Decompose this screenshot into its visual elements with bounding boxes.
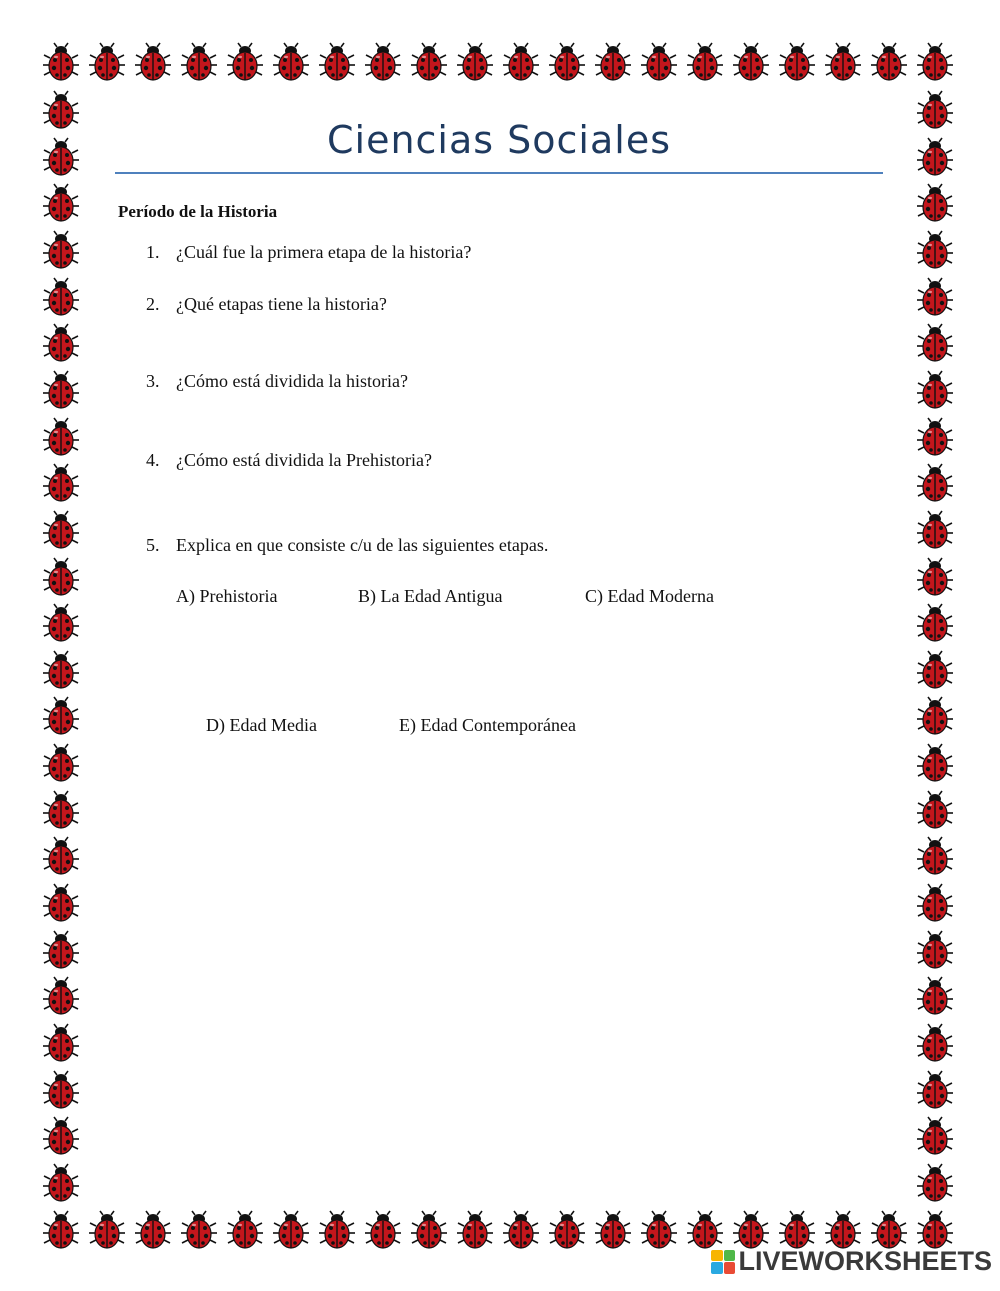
brand-text: LIVEWORKSHEETS bbox=[738, 1246, 992, 1276]
ladybug-icon bbox=[43, 42, 79, 82]
ladybug-icon bbox=[549, 42, 585, 82]
liveworksheets-logo bbox=[711, 1246, 992, 1277]
ladybug-icon bbox=[871, 1210, 907, 1250]
question-text: ¿Cómo está dividida la Prehistoria? bbox=[176, 450, 432, 470]
brand-mark-icon bbox=[711, 1250, 735, 1274]
ladybug-icon bbox=[43, 510, 79, 550]
ladybug-icon bbox=[43, 930, 79, 970]
ladybug-icon bbox=[89, 1210, 125, 1250]
ladybug-icon bbox=[641, 42, 677, 82]
question-text: Explica en que consiste c/u de las siguientes etapas. bbox=[176, 535, 549, 555]
brand-square bbox=[711, 1262, 723, 1274]
ladybug-icon bbox=[641, 1210, 677, 1250]
ladybug-icon bbox=[917, 230, 953, 270]
ladybug-icon bbox=[917, 557, 953, 597]
ladybug-icon bbox=[595, 1210, 631, 1250]
ladybug-icon bbox=[549, 1210, 585, 1250]
ladybug-icon bbox=[917, 370, 953, 410]
ladybug-icon bbox=[43, 650, 79, 690]
ladybug-icon bbox=[595, 42, 631, 82]
ladybug-icon bbox=[457, 42, 493, 82]
ladybug-icon bbox=[365, 1210, 401, 1250]
ladybug-icon bbox=[917, 1116, 953, 1156]
ladybug-icon bbox=[43, 277, 79, 317]
question-5 bbox=[146, 535, 548, 556]
ladybug-icon bbox=[273, 42, 309, 82]
ladybug-icon bbox=[503, 1210, 539, 1250]
ladybug-icon bbox=[43, 230, 79, 270]
option-e: E) Edad Contemporánea bbox=[399, 715, 576, 735]
question-1 bbox=[146, 242, 471, 263]
ladybug-icon bbox=[227, 42, 263, 82]
ladybug-icon bbox=[319, 42, 355, 82]
ladybug-icon bbox=[43, 557, 79, 597]
question-text: ¿Cuál fue la primera etapa de la historia? bbox=[176, 242, 472, 262]
ladybug-icon bbox=[43, 90, 79, 130]
ladybug-icon bbox=[917, 1023, 953, 1063]
ladybug-icon bbox=[43, 603, 79, 643]
ladybug-icon bbox=[687, 1210, 723, 1250]
option-b: B) La Edad Antigua bbox=[358, 586, 503, 606]
ladybug-icon bbox=[733, 1210, 769, 1250]
ladybug-icon bbox=[917, 1210, 953, 1250]
option-c: C) Edad Moderna bbox=[585, 586, 714, 606]
brand-square bbox=[711, 1250, 723, 1262]
ladybug-icon bbox=[825, 1210, 861, 1250]
ladybug-icon bbox=[43, 883, 79, 923]
ladybug-icon bbox=[917, 417, 953, 457]
ladybug-icon bbox=[135, 1210, 171, 1250]
ladybug-icon bbox=[779, 42, 815, 82]
ladybug-icon bbox=[181, 42, 217, 82]
ladybug-icon bbox=[43, 417, 79, 457]
ladybug-icon bbox=[917, 1070, 953, 1110]
ladybug-icon bbox=[43, 137, 79, 177]
ladybug-icon bbox=[917, 650, 953, 690]
ladybug-icon bbox=[917, 90, 953, 130]
ladybug-icon bbox=[43, 743, 79, 783]
ladybug-icon bbox=[917, 790, 953, 830]
ladybug-icon bbox=[43, 836, 79, 876]
question-number: 1. bbox=[146, 242, 160, 262]
page-title: Ciencias Sociales bbox=[326, 118, 671, 162]
ladybug-icon bbox=[43, 1210, 79, 1250]
ladybug-icon bbox=[917, 277, 953, 317]
ladybug-icon bbox=[917, 976, 953, 1016]
question-4 bbox=[146, 450, 432, 471]
question-2 bbox=[146, 294, 387, 315]
ladybug-icon bbox=[687, 42, 723, 82]
ladybug-icon bbox=[43, 1163, 79, 1203]
ladybug-icon bbox=[227, 1210, 263, 1250]
title-underline bbox=[115, 172, 883, 174]
ladybug-icon bbox=[825, 42, 861, 82]
ladybug-icon bbox=[89, 42, 125, 82]
ladybug-icon bbox=[917, 463, 953, 503]
ladybug-icon bbox=[917, 696, 953, 736]
question-number: 2. bbox=[146, 294, 160, 314]
ladybug-icon bbox=[181, 1210, 217, 1250]
ladybug-icon bbox=[43, 370, 79, 410]
ladybug-icon bbox=[43, 1070, 79, 1110]
ladybug-icon bbox=[43, 463, 79, 503]
brand-square bbox=[724, 1250, 736, 1262]
section-heading: Período de la Historia bbox=[118, 202, 278, 221]
ladybug-icon bbox=[917, 743, 953, 783]
ladybug-icon bbox=[319, 1210, 355, 1250]
question-text: ¿Cómo está dividida la historia? bbox=[176, 371, 408, 391]
ladybug-icon bbox=[733, 42, 769, 82]
question-3 bbox=[146, 371, 408, 392]
ladybug-icon bbox=[917, 42, 953, 82]
question-number: 3. bbox=[146, 371, 160, 391]
ladybug-icon bbox=[43, 323, 79, 363]
ladybug-icon bbox=[917, 930, 953, 970]
ladybug-icon bbox=[411, 42, 447, 82]
ladybug-icon bbox=[917, 1163, 953, 1203]
ladybug-icon bbox=[917, 183, 953, 223]
ladybug-icon bbox=[43, 183, 79, 223]
ladybug-icon bbox=[917, 510, 953, 550]
ladybug-icon bbox=[917, 883, 953, 923]
ladybug-icon bbox=[273, 1210, 309, 1250]
option-a: A) Prehistoria bbox=[176, 586, 278, 606]
ladybug-icon bbox=[135, 42, 171, 82]
question-text: ¿Qué etapas tiene la historia? bbox=[176, 294, 387, 314]
ladybug-icon bbox=[917, 137, 953, 177]
question-number: 4. bbox=[146, 450, 160, 470]
question-number: 5. bbox=[146, 535, 160, 555]
ladybug-icon bbox=[917, 323, 953, 363]
ladybug-icon bbox=[917, 603, 953, 643]
ladybug-icon bbox=[503, 42, 539, 82]
ladybug-icon bbox=[43, 790, 79, 830]
ladybug-icon bbox=[457, 1210, 493, 1250]
ladybug-icon bbox=[917, 836, 953, 876]
ladybug-icon bbox=[365, 42, 401, 82]
ladybug-icon bbox=[43, 1023, 79, 1063]
option-d: D) Edad Media bbox=[206, 715, 317, 735]
ladybug-icon bbox=[43, 1116, 79, 1156]
ladybug-icon bbox=[871, 42, 907, 82]
brand-square bbox=[724, 1262, 736, 1274]
ladybug-icon bbox=[43, 976, 79, 1016]
ladybug-icon bbox=[779, 1210, 815, 1250]
ladybug-icon bbox=[43, 696, 79, 736]
ladybug-icon bbox=[411, 1210, 447, 1250]
